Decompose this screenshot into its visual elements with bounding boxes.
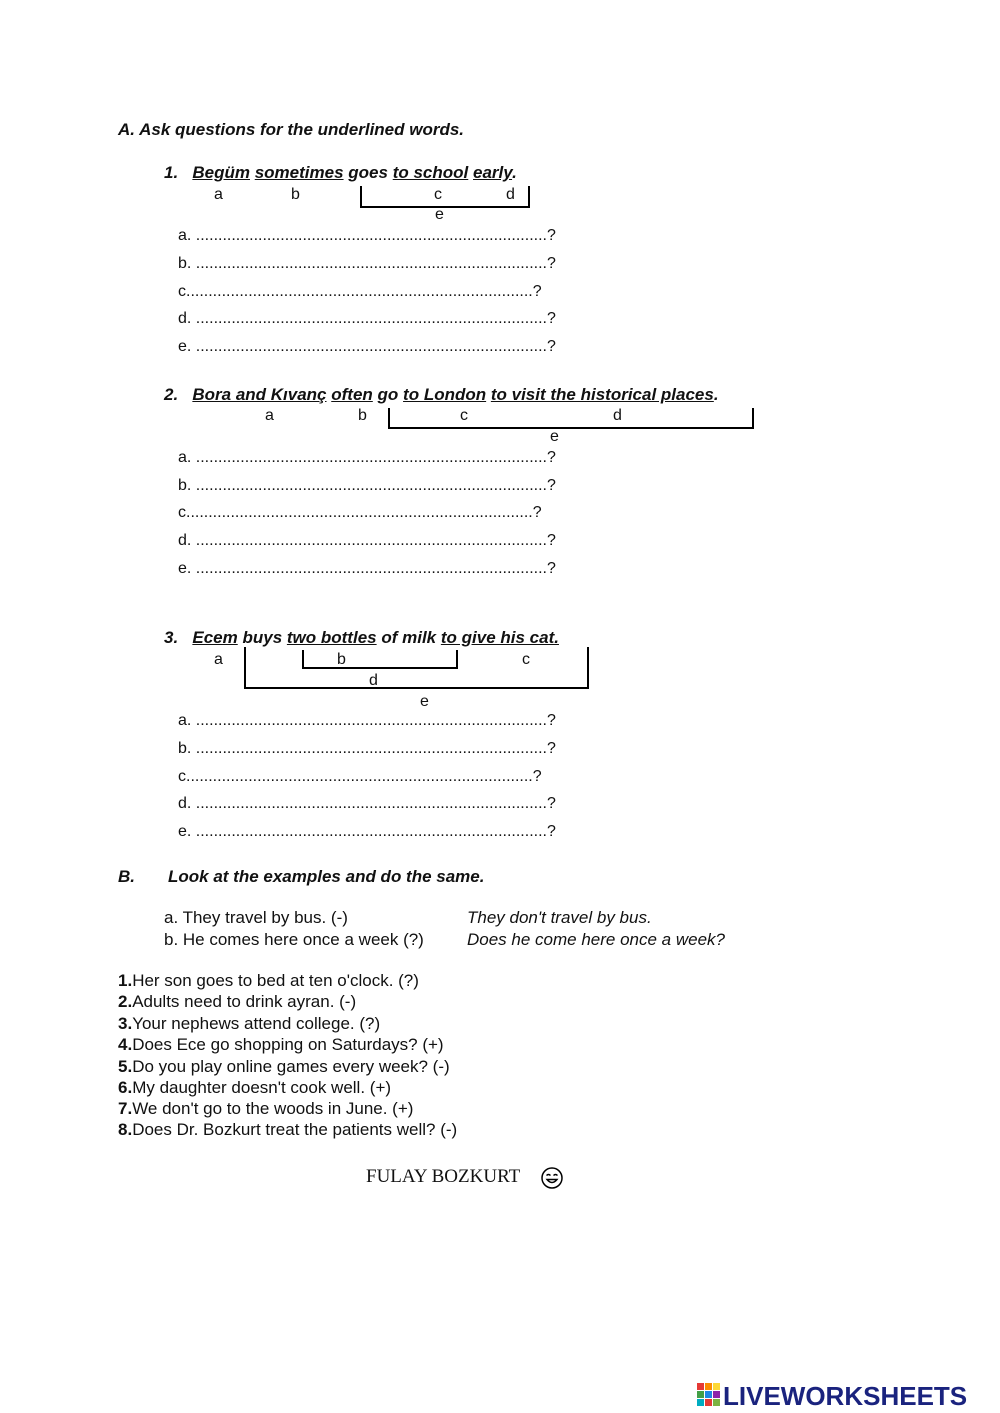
section-a-title: A. Ask questions for the underlined words. — [118, 120, 465, 139]
example-answer: They don't travel by bus. — [467, 908, 652, 927]
answer-line-a[interactable]: a. ...............................................................................? — [178, 227, 556, 244]
label-a: a — [214, 186, 223, 203]
answer-line-e[interactable]: e. ...............................................................................? — [178, 338, 556, 355]
exercise-item: 2.Adults need to drink ayran. (-) — [118, 992, 357, 1011]
answer-line-b[interactable]: b. ...............................................................................? — [178, 255, 556, 272]
bracket-e — [388, 408, 754, 429]
answer-line-a[interactable]: a. ...............................................................................? — [178, 449, 556, 466]
answer-line-b[interactable]: b. ...............................................................................? — [178, 740, 556, 757]
answer-line-d[interactable]: d. ...............................................................................? — [178, 795, 556, 812]
exercise-item: 4.Does Ece go shopping on Saturdays? (+) — [118, 1035, 444, 1054]
underlined-word: Begüm — [192, 163, 250, 182]
label-c: c — [522, 651, 530, 668]
label-e: e — [420, 693, 429, 710]
underlined-word: often — [331, 385, 373, 404]
example-prompt: b. He comes here once a week (?) — [164, 930, 424, 949]
example-prompt: a. They travel by bus. (-) — [164, 908, 348, 927]
winking-smiley-icon — [540, 1166, 564, 1190]
section-b-title: Look at the examples and do the same. — [168, 867, 485, 886]
liveworksheets-logo — [697, 1380, 993, 1408]
author-name: FULAY BOZKURT — [366, 1166, 521, 1187]
label-b: b — [291, 186, 300, 203]
answer-line-c[interactable]: c..............................................................................? — [178, 283, 542, 300]
question-3-sentence: 3. Ecem buys two bottles of milk to give his cat. — [164, 628, 559, 647]
label-c: c — [460, 407, 468, 424]
label-b: b — [337, 651, 346, 668]
answer-line-d[interactable]: d. ...............................................................................? — [178, 532, 556, 549]
label-e: e — [550, 428, 559, 445]
label-b: b — [358, 407, 367, 424]
label-d: d — [369, 672, 378, 689]
bracket-d — [244, 647, 589, 689]
underlined-word: early — [473, 163, 513, 182]
exercise-item: 3.Your nephews attend college. (?) — [118, 1014, 381, 1033]
label-c: c — [434, 186, 442, 203]
underlined-word: to give his cat. — [440, 628, 559, 647]
section-b-letter: B. — [118, 867, 135, 886]
question-1-sentence: 1. Begüm sometimes goes to school early. — [164, 163, 517, 182]
answer-line-c[interactable]: c..............................................................................? — [178, 768, 542, 785]
question-2-sentence: 2. Bora and Kıvanç often go to London to visit the historical places. — [164, 385, 719, 404]
exercise-item: 8.Does Dr. Bozkurt treat the patients well? (-) — [118, 1120, 458, 1139]
underlined-word: to school — [392, 163, 469, 182]
label-a: a — [265, 407, 274, 424]
answer-line-e[interactable]: e. ...............................................................................? — [178, 823, 556, 840]
label-e: e — [435, 206, 444, 223]
underlined-word: two bottles — [286, 628, 377, 647]
underlined-word: to visit the historical places — [490, 385, 714, 404]
exercise-item: 5.Do you play online games every week? (-) — [118, 1057, 450, 1076]
underlined-word: sometimes — [254, 163, 344, 182]
underlined-word: Bora and Kıvanç — [192, 385, 327, 404]
underlined-word: Ecem — [192, 628, 238, 647]
exercise-item: 7.We don't go to the woods in June. (+) — [118, 1099, 414, 1118]
label-a: a — [214, 651, 223, 668]
underlined-word: to London — [403, 385, 487, 404]
answer-line-d[interactable]: d. ...............................................................................? — [178, 310, 556, 327]
example-answer: Does he come here once a week? — [467, 930, 725, 949]
answer-line-e[interactable]: e. ...............................................................................? — [178, 560, 556, 577]
answer-line-b[interactable]: b. ...............................................................................? — [178, 477, 556, 494]
exercise-item: 6.My daughter doesn't cook well. (+) — [118, 1078, 392, 1097]
exercise-item: 1.Her son goes to bed at ten o'clock. (?) — [118, 971, 419, 990]
label-d: d — [506, 186, 515, 203]
label-d: d — [613, 407, 622, 424]
bracket-e — [360, 186, 530, 208]
answer-line-c[interactable]: c..............................................................................? — [178, 504, 542, 521]
svg-text:LIVEWORKSHEETS: LIVEWORKSHEETS — [723, 1381, 968, 1408]
answer-line-a[interactable]: a. ...............................................................................? — [178, 712, 556, 729]
